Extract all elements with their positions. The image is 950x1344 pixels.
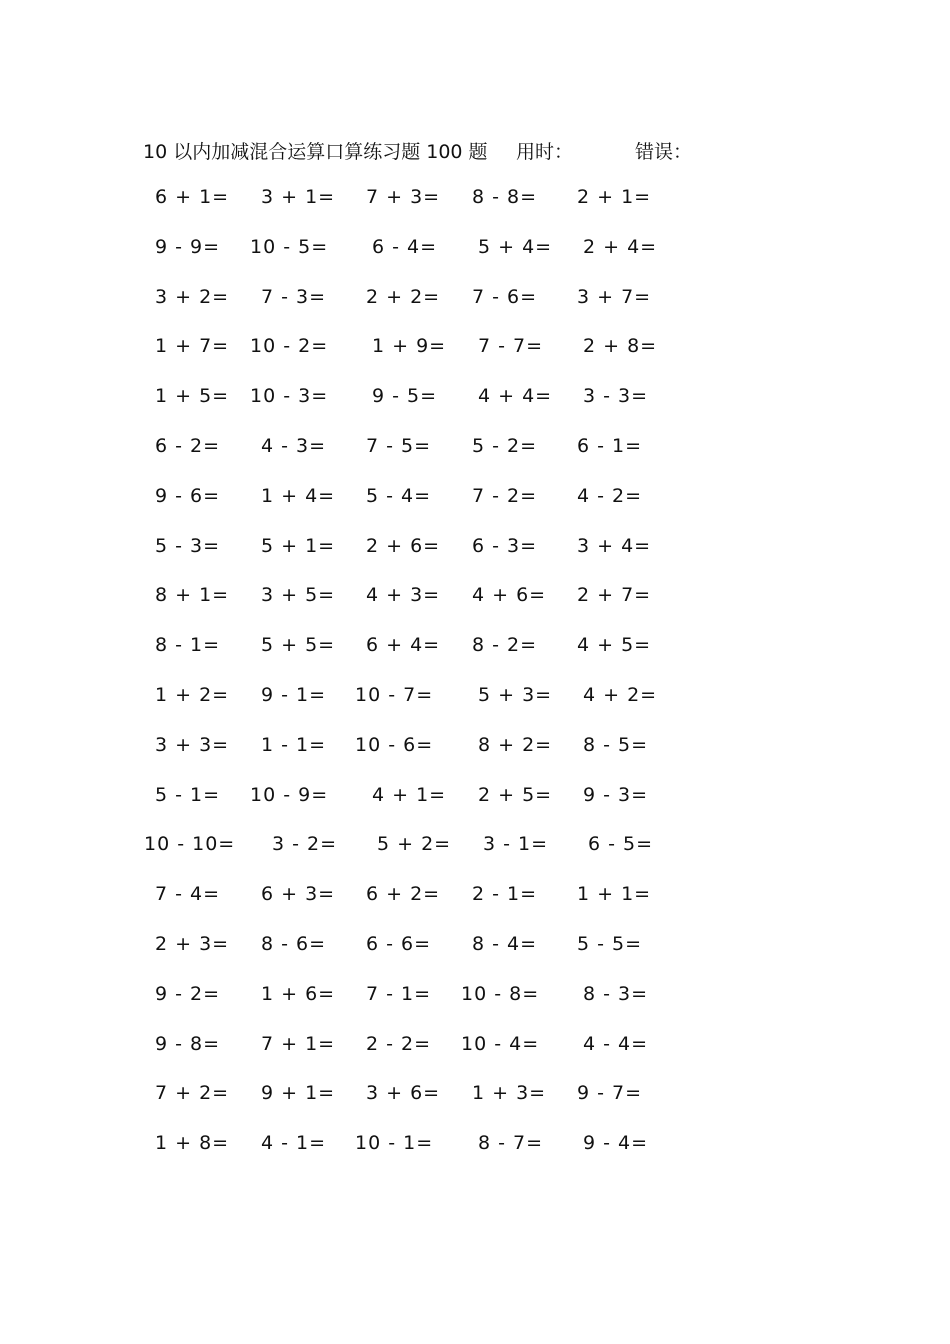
- problem-item: 2 + 7=: [577, 584, 652, 607]
- problem-row: [0, 734, 950, 784]
- problem-item: 8 + 1=: [155, 584, 230, 607]
- problem-row: [0, 684, 950, 734]
- problem-item: 6 + 3=: [261, 883, 336, 906]
- errors-label: 错误：: [635, 141, 693, 163]
- problem-row: [0, 435, 950, 485]
- problem-item: 2 + 4=: [583, 235, 658, 258]
- problem-item: 8 - 8=: [472, 186, 538, 208]
- problem-row: [0, 1082, 950, 1132]
- problem-row: [0, 784, 950, 834]
- problem-item: 2 + 5=: [478, 783, 553, 806]
- problem-item: 8 - 5=: [583, 733, 649, 756]
- problem-row: [0, 236, 950, 286]
- problem-item: 8 - 1=: [155, 634, 221, 657]
- problem-item: 3 + 1=: [261, 186, 336, 208]
- problem-row: [0, 385, 950, 435]
- problem-item: 5 + 5=: [261, 634, 336, 657]
- time-label: 用时：: [516, 141, 574, 163]
- problem-item: 1 + 4=: [261, 484, 336, 507]
- problem-item: 9 - 2=: [155, 982, 221, 1005]
- problem-item: 3 - 3=: [583, 385, 649, 408]
- problem-item: 10 - 9=: [250, 783, 329, 806]
- problem-item: 6 + 1=: [155, 186, 230, 208]
- problem-item: 7 + 2=: [155, 1082, 230, 1105]
- problem-row: [0, 535, 950, 585]
- problem-item: 6 - 3=: [472, 534, 538, 557]
- problem-item: 3 + 5=: [261, 584, 336, 607]
- problem-item: 4 + 3=: [366, 584, 441, 607]
- problem-item: 8 - 3=: [583, 982, 649, 1005]
- problem-item: 6 - 1=: [577, 434, 643, 457]
- problem-item: 3 + 7=: [577, 285, 652, 308]
- problem-item: 6 - 6=: [366, 932, 432, 955]
- problem-item: 7 - 2=: [472, 484, 538, 507]
- problem-row: [0, 883, 950, 933]
- problem-item: 9 - 5=: [372, 385, 438, 408]
- worksheet-title: 10 以内加减混合运算口算练习题 100 题: [143, 141, 488, 163]
- problem-item: 10 - 8=: [461, 982, 540, 1005]
- problem-grid: [0, 186, 950, 1182]
- problem-row: [0, 584, 950, 634]
- problem-item: 1 + 7=: [155, 335, 230, 358]
- problem-item: 5 - 3=: [155, 534, 221, 557]
- problem-item: 7 - 5=: [366, 434, 432, 457]
- problem-item: 7 - 3=: [261, 285, 327, 308]
- problem-item: 10 - 6=: [355, 733, 434, 756]
- problem-item: 9 - 8=: [155, 1032, 221, 1055]
- problem-item: 10 - 7=: [355, 683, 434, 706]
- problem-item: 4 - 2=: [577, 484, 643, 507]
- problem-item: 10 - 4=: [461, 1032, 540, 1055]
- problem-item: 5 - 4=: [366, 484, 432, 507]
- problem-item: 9 - 4=: [583, 1132, 649, 1155]
- problem-row: [0, 1132, 950, 1182]
- problem-item: 10 - 3=: [250, 385, 329, 408]
- problem-item: 2 - 1=: [472, 883, 538, 906]
- problem-item: 2 + 8=: [583, 335, 658, 358]
- problem-item: 5 - 5=: [577, 932, 643, 955]
- problem-item: 3 - 1=: [483, 833, 549, 856]
- problem-row: [0, 833, 950, 883]
- problem-item: 3 - 2=: [272, 833, 338, 856]
- problem-item: 1 + 3=: [472, 1082, 547, 1105]
- problem-item: 7 - 4=: [155, 883, 221, 906]
- problem-item: 1 + 8=: [155, 1132, 230, 1155]
- problem-item: 8 - 2=: [472, 634, 538, 657]
- problem-item: 10 - 2=: [250, 335, 329, 358]
- problem-row: [0, 1033, 950, 1083]
- problem-item: 4 + 1=: [372, 783, 447, 806]
- problem-item: 8 - 6=: [261, 932, 327, 955]
- problem-item: 1 + 6=: [261, 982, 336, 1005]
- problem-row: [0, 933, 950, 983]
- problem-item: 4 + 5=: [577, 634, 652, 657]
- problem-item: 9 + 1=: [261, 1082, 336, 1105]
- problem-item: 4 - 3=: [261, 434, 327, 457]
- problem-item: 7 - 7=: [478, 335, 544, 358]
- problem-item: 7 + 3=: [366, 186, 441, 208]
- problem-item: 5 + 1=: [261, 534, 336, 557]
- problem-item: 10 - 5=: [250, 235, 329, 258]
- problem-item: 3 + 3=: [155, 733, 230, 756]
- problem-item: 8 + 2=: [478, 733, 553, 756]
- problem-row: [0, 983, 950, 1033]
- problem-item: 9 - 7=: [577, 1082, 643, 1105]
- problem-item: 2 + 1=: [577, 186, 652, 208]
- problem-item: 5 - 1=: [155, 783, 221, 806]
- problem-item: 1 - 1=: [261, 733, 327, 756]
- problem-item: 4 - 1=: [261, 1132, 327, 1155]
- problem-item: 9 - 1=: [261, 683, 327, 706]
- problem-item: 10 - 10=: [144, 833, 236, 856]
- problem-item: 6 - 2=: [155, 434, 221, 457]
- problem-item: 8 - 7=: [478, 1132, 544, 1155]
- problem-item: 1 + 9=: [372, 335, 447, 358]
- problem-item: 6 + 2=: [366, 883, 441, 906]
- problem-item: 5 + 3=: [478, 683, 553, 706]
- problem-item: 1 + 5=: [155, 385, 230, 408]
- problem-item: 4 + 2=: [583, 683, 658, 706]
- problem-item: 2 - 2=: [366, 1032, 432, 1055]
- problem-item: 3 + 4=: [577, 534, 652, 557]
- problem-row: [0, 634, 950, 684]
- problem-row: [0, 485, 950, 535]
- problem-row: [0, 186, 950, 236]
- problem-item: 3 + 2=: [155, 285, 230, 308]
- problem-item: 5 + 2=: [377, 833, 452, 856]
- problem-item: 3 + 6=: [366, 1082, 441, 1105]
- problem-row: [0, 335, 950, 385]
- problem-item: 4 - 4=: [583, 1032, 649, 1055]
- problem-item: 2 + 6=: [366, 534, 441, 557]
- problem-item: 9 - 9=: [155, 235, 221, 258]
- problem-item: 1 + 2=: [155, 683, 230, 706]
- problem-item: 2 + 3=: [155, 932, 230, 955]
- problem-row: [0, 286, 950, 336]
- problem-item: 7 - 6=: [472, 285, 538, 308]
- problem-item: 6 - 5=: [588, 833, 654, 856]
- problem-item: 9 - 3=: [583, 783, 649, 806]
- problem-item: 2 + 2=: [366, 285, 441, 308]
- problem-item: 8 - 4=: [472, 932, 538, 955]
- problem-item: 6 - 4=: [372, 235, 438, 258]
- problem-item: 1 + 1=: [577, 883, 652, 906]
- problem-item: 4 + 6=: [472, 584, 547, 607]
- problem-item: 7 - 1=: [366, 982, 432, 1005]
- problem-item: 4 + 4=: [478, 385, 553, 408]
- problem-item: 6 + 4=: [366, 634, 441, 657]
- problem-item: 5 - 2=: [472, 434, 538, 457]
- problem-item: 10 - 1=: [355, 1132, 434, 1155]
- problem-item: 9 - 6=: [155, 484, 221, 507]
- problem-item: 7 + 1=: [261, 1032, 336, 1055]
- problem-item: 5 + 4=: [478, 235, 553, 258]
